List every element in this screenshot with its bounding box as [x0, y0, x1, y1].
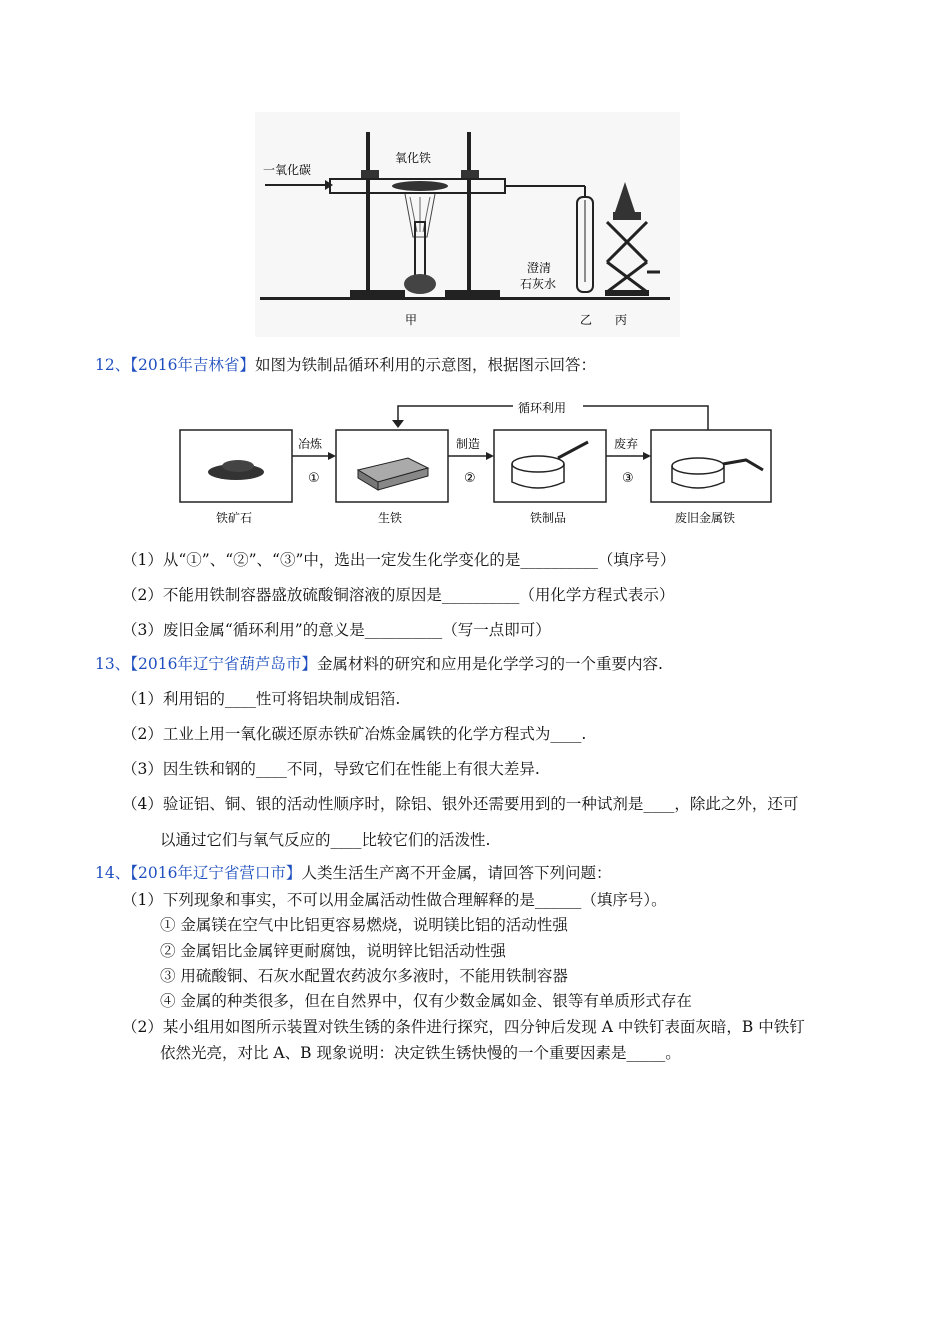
q14-sub2b: 依然光亮，对比 A、B 现象说明：决定铁生锈快慢的一个重要因素是_____。	[160, 1044, 681, 1062]
question-source: 【2016年辽宁省营口市】	[130, 864, 302, 882]
box-iron-product	[494, 430, 606, 502]
q12-sub2: （2）不能用铁制容器盛放硫酸铜溶液的原因是__________（用化学方程式表示）	[122, 586, 675, 604]
box1-label: 铁矿石	[216, 511, 253, 525]
q13-sub4a: （4）验证铝、铜、银的活动性顺序时，除铝、银外还需要用到的一种试剂是____，除此之外，还可	[122, 795, 799, 813]
label-bing: 丙	[615, 313, 628, 327]
q13-sub2: （2）工业上用一氧化碳还原赤铁矿冶炼金属铁的化学方程式为____.	[122, 725, 587, 743]
question-text: 人类生活生产离不开金属，请回答下列问题：	[301, 864, 612, 882]
box-scrap-iron	[651, 430, 771, 502]
box2-label: 生铁	[378, 511, 403, 525]
question-number: 14、	[95, 864, 131, 882]
step-3: ③	[622, 471, 634, 486]
q14-option-2: ② 金属铝比金属锌更耐腐蚀，说明锌比铝活动性强	[160, 942, 506, 960]
smelt-label: 冶炼	[298, 437, 323, 451]
co-label: 一氧化碳	[263, 163, 312, 177]
q14-option-4: ④ 金属的种类很多，但在自然界中，仅有少数金属如金、银等有单质形式存在	[160, 992, 692, 1010]
fe2o3-label: 氧化铁	[395, 151, 432, 165]
discard-label: 废弃	[614, 437, 639, 451]
box4-label: 废旧金属铁	[675, 511, 736, 525]
question-source: 【2016年吉林省】	[130, 356, 255, 374]
q13-sub1: （1）利用铝的____性可将铝块制成铝箔.	[122, 690, 401, 708]
step-1: ①	[308, 471, 320, 486]
q13-sub3: （3）因生铁和钢的____不同，导致它们在性能上有很大差异.	[122, 760, 540, 778]
q12-sub1: （1）从“①”、“②”、“③”中，选出一定发生化学变化的是__________（填序号）	[122, 551, 676, 569]
question-number: 12、	[95, 356, 131, 374]
question-12-heading	[95, 354, 596, 376]
make-label: 制造	[456, 437, 481, 451]
q14-sub1: （1）下列现象和事实，不可以用金属活动性做合理解释的是______（填序号）。	[122, 891, 667, 909]
q14-option-3: ③ 用硫酸铜、石灰水配置农药波尔多液时，不能用铁制容器	[160, 967, 568, 985]
question-text: 如图为铁制品循环利用的示意图，根据图示回答：	[254, 356, 596, 374]
label-yi: 乙	[580, 313, 593, 327]
iron-recycling-diagram	[178, 398, 774, 528]
box3-label: 铁制品	[530, 511, 567, 525]
question-14-heading	[95, 862, 611, 884]
co-reduction-apparatus-figure	[255, 112, 680, 337]
label-jia: 甲	[405, 313, 418, 327]
q14-sub2a: （2）某小组用如图所示装置对铁生锈的条件进行探究，四分钟后发现 A 中铁钉表面灰暗，B 中铁钉	[122, 1018, 805, 1036]
question-text: 金属材料的研究和应用是化学学习的一个重要内容.	[316, 655, 663, 673]
question-source: 【2016年辽宁省葫芦岛市】	[130, 655, 317, 673]
limewater-label-2: 石灰水	[520, 277, 557, 291]
q13-sub4b: 以通过它们与氧气反应的____比较它们的活泼性.	[160, 831, 491, 849]
q14-option-1: ① 金属镁在空气中比铝更容易燃烧，说明镁比铝的活动性强	[160, 916, 568, 934]
step-2: ②	[464, 471, 476, 486]
q12-sub3: （3）废旧金属“循环利用”的意义是__________（写一点即可）	[122, 621, 551, 639]
limewater-label-1: 澄清	[527, 261, 552, 275]
question-13-heading	[95, 653, 663, 675]
question-number: 13、	[95, 655, 131, 673]
cycle-label: 循环利用	[518, 401, 567, 415]
